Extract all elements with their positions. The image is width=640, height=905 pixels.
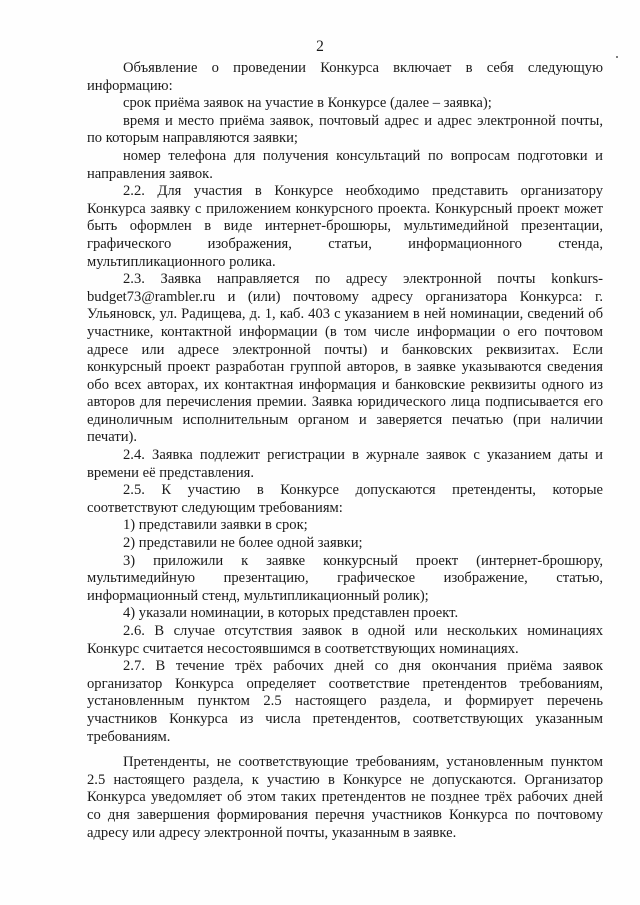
page-number: 2 (316, 38, 324, 55)
paragraph-2-6: 2.6. В случае отсутствия заявок в одной или нескольких номинациях Конкурс считается несостоявшимся в соответствующих номинациях. (87, 623, 603, 657)
list-item-1: 1) представили заявки в срок; (123, 517, 308, 534)
list-item-4: 4) указали номинации, в которых представлен проект. (123, 605, 459, 622)
document-body (87, 60, 603, 842)
paragraph-2-5: 2.5. К участию в Конкурсе допускаются претенденты, которые соответствуют следующим требованиям: (87, 482, 603, 516)
paragraph-2-2: 2.2. Для участия в Конкурсе необходимо представить организатору Конкурса заявку с приложением конкурсного проекта. Конкурсный проект может быть оформлен в виде интернет-брошюры, мультимедийной презентации, графического изображения, статьи, информационного стенда, мультипликационного ролика. (87, 183, 603, 270)
paragraph-phone: номер телефона для получения консультаций по вопросам подготовки и направления заявок. (87, 147, 603, 182)
list-item-3: 3) приложили к заявке конкурсный проект (интернет-брошюру, мультимедийную презентацию, графическое изображение, статью, информационный стенд, мультипликационный ролик); (87, 552, 603, 604)
list-item-2: 2) представили не более одной заявки; (123, 535, 363, 552)
paragraph-time-place: время и место приёма заявок, почтовый адрес и адрес электронной почты, по которым направляются заявки; (87, 112, 603, 147)
scan-speck (616, 56, 618, 58)
paragraph-2-3: 2.3. Заявка направляется по адресу электронной почты konkurs-budget73@rambler.ru и (или) почтовому адресу организатора Конкурса: г. Ульяновск, ул. Радищева, д. 1, каб. 403 с указанием в ней номинации, сведений об участнике, контактной информации (в том числе информации о его почтовом адресе или адресе электронной почты) и банковских реквизитах. Если конкурсный проект разработан группой авторов, в заявке указываются сведения обо всех авторах, их контактная информация и банковские реквизиты одного из авторов для перечисления премии. Заявка юридического лица подписывается его единоличным исполнительным органом и заверяется печатью (при наличии печати). (87, 271, 603, 446)
paragraph-rejected-applicants: Претенденты, не соответствующие требованиям, установленным пунктом 2.5 настоящего раздела, к участию в Конкурсе не допускаются. Организатор Конкурса уведомляет об этом таких претендентов не позднее трёх рабочих дней со дня завершения формирования перечня участников Конкурса по почтовому адресу или адресу электронной почты, указанным в заявке. (87, 754, 603, 841)
paragraph-announcement-intro: Объявление о проведении Конкурса включает в себя следующую информацию: (87, 60, 603, 94)
paragraph-2-7: 2.7. В течение трёх рабочих дней со дня окончания приёма заявок организатор Конкурса определяет соответствие претендентов требованиям, установленным пунктом 2.5 настоящего раздела, и формирует перечень участников Конкурса из числа претендентов, соответствующих указанным требованиям. (87, 658, 603, 745)
paragraph-deadline: срок приёма заявок на участие в Конкурсе (далее – заявка); (123, 95, 492, 112)
paragraph-2-4: 2.4. Заявка подлежит регистрации в журнале заявок с указанием даты и времени её представления. (87, 447, 603, 481)
